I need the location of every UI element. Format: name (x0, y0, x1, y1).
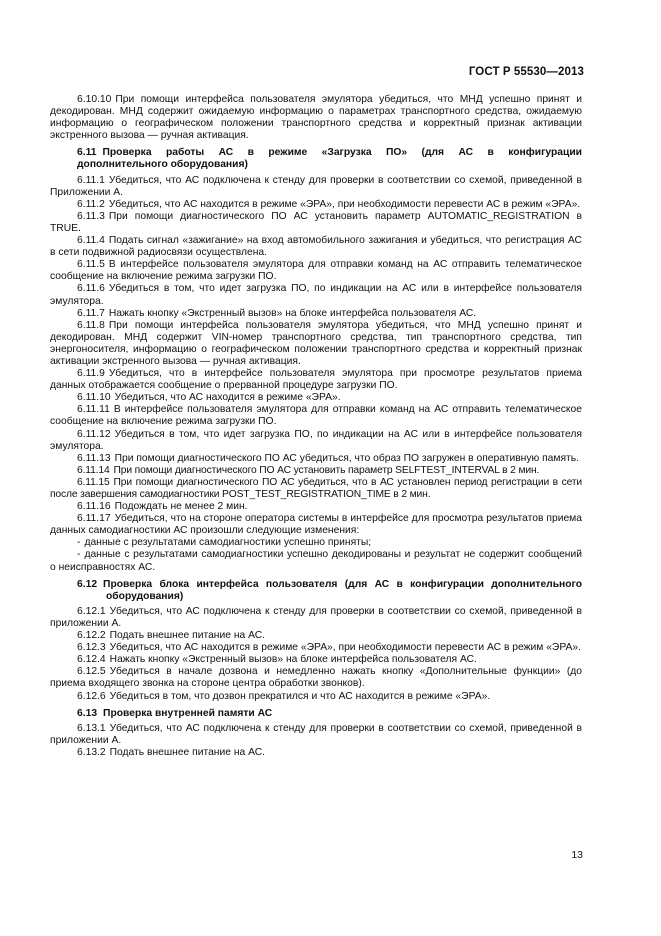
clause-text: При помощи диагностического ПО АС убедиться, что в АС установлен период регистрации в сети после завершения самодиагностики POST_TEST_REGISTRATION_TIME в 2 мин. (50, 476, 582, 500)
clause-number: 6.12.1 (77, 605, 106, 617)
section-title (102, 147, 582, 159)
clause-number: 6.11.5 (77, 259, 105, 271)
clause-text: Нажать кнопку «Экстренный вызов» на блоке интерфейса пользователя АС. (108, 307, 477, 319)
section-title-line1: Проверка работы АС в режиме «Загрузка ПО» (для АС в конфигурации (102, 147, 582, 159)
clause-text: При помощи диагностического ПО АС установить параметр AUTOMATIC_REGISTRATION в TRUE. (50, 210, 582, 234)
paragraph-6-12-6 (50, 691, 582, 703)
clause-number: 6.12.5 (77, 666, 106, 678)
clause-text: Убедиться в начале дозвона и немедленно нажать кнопку «Дополнительные функции» (до приема входящего звонка на стороне центра обработки звонков). (50, 666, 582, 690)
section-number: 6.11 (77, 147, 97, 159)
list-item-text: данные с результатами самодиагностики успешно декодированы и результат не содержит сообщений о неисправностях АС. (50, 549, 582, 573)
clause-number: 6.11.6 (77, 283, 105, 295)
clause-number: 6.11.11 (77, 404, 110, 416)
clause-number: 6.11.2 (77, 198, 105, 210)
paragraph-6-11-11 (50, 404, 582, 428)
clause-text: Убедиться в том, что идет загрузка ПО, по индикации на АС или в интерфейсе пользователя эмулятора. (50, 283, 582, 307)
clause-text: При помощи диагностического ПО АС убедиться, что образ ПО загружен в оперативную память. (114, 452, 579, 464)
paragraph-6-10-10 (50, 94, 582, 142)
clause-text: Убедиться, что АС подключена к стенду для проверки в соответствии со схемой, приведенной в Приложении А. (50, 174, 582, 198)
clause-text: Убедиться в том, что дозвон прекратился и что АС находится в режиме «ЭРА». (109, 690, 491, 702)
clause-number: 6.10.10 (77, 94, 112, 105)
paragraph-6-11-1 (50, 175, 582, 199)
paragraph-6-11-12 (50, 429, 582, 453)
clause-number: 6.12.4 (77, 654, 106, 666)
clause-number: 6.11.7 (77, 307, 105, 319)
clause-text: При помощи диагностического ПО АС установить параметр SELFTEST_INTERVAL в 2 мин. (113, 464, 540, 476)
section-title-line1: Проверка блока интерфейса пользователя (для АС в конфигурации дополнительного (103, 578, 582, 590)
section-heading-6-11 (50, 147, 582, 159)
paragraph-6-11-17 (50, 513, 582, 537)
paragraph-6-11-5 (50, 259, 582, 283)
section-heading-6-12-cont (50, 591, 582, 603)
clause-text: Подать сигнал «зажигание» на вход автомобильного зажигания и убедиться, что регистрация АС в сети подвижной радиосвязи осуществлена. (50, 235, 582, 259)
paragraph-6-11-8 (50, 320, 582, 368)
clause-text: В интерфейсе пользователя эмулятора для отправки команд на АС отправить телематическое сообщение на включение режима загрузки ПО. (50, 404, 582, 428)
clause-number: 6.11.13 (77, 452, 111, 464)
clause-text: Убедиться, что на стороне оператора системы в интерфейсе для просмотра результатов приема данных самодиагностики АС произошли следующие изменения: (50, 513, 582, 537)
clause-text: Подождать не менее 2 мин. (114, 501, 248, 513)
clause-text: При помощи интерфейса пользователя эмулятора убедиться, что МНД успешно принят и декодирован. МНД содержит VIN-номер транспортного средства, тип транспортного средства, тип энергоносителя, информацию о географическом положении транспортного средства и корректный признак активации экстренного вызова — ручная активация. (50, 319, 582, 367)
paragraph-6-11-13 (50, 453, 582, 465)
clause-number: 6.12.6 (77, 690, 106, 702)
section-heading-6-12 (50, 579, 582, 591)
clause-number: 6.11.14 (77, 464, 110, 476)
paragraph-6-11-10 (50, 392, 582, 404)
paragraph-6-12-3 (50, 642, 582, 654)
paragraph-6-12-2 (50, 630, 582, 642)
clause-text: Убедиться, что АС подключена к стенду для проверки в соответствии со схемой, приведенной в приложении А. (50, 605, 582, 629)
section-title-line2: оборудования) (106, 590, 184, 602)
section-heading-6-13 (50, 708, 582, 720)
clause-number: 6.11.1 (77, 174, 105, 186)
clause-number: 6.13.1 (77, 722, 106, 734)
paragraph-6-13-2 (50, 747, 582, 759)
clause-text: Убедиться, что АС находится в режиме «ЭРА», при необходимости перевести АС в режим «ЭРА». (108, 198, 581, 210)
clause-number: 6.11.17 (77, 513, 111, 525)
paragraph-6-11-14 (50, 465, 582, 477)
clause-text: Убедиться в том, что идет загрузка ПО, по индикации на АС или в интерфейсе пользователя эмулятора. (50, 428, 582, 452)
paragraph-6-12-4 (50, 654, 582, 666)
paragraph-6-11-16 (50, 501, 582, 513)
section-title-line2: дополнительного оборудования) (77, 159, 248, 171)
section-title-line1: Проверка внутренней памяти АС (103, 707, 273, 719)
section-number: 6.12 (77, 578, 98, 590)
list-dash: - (77, 537, 81, 549)
clause-text: Убедиться, что АС подключена к стенду для проверки в соответствии со схемой, приведенной в приложении А. (50, 722, 582, 746)
clause-text: При помощи интерфейса пользователя эмулятора убедиться, что МНД успешно принят и декодирован. МНД содержит ожидаемую информацию о параметрах транспортного средства, ожидаемую информацию о географическом положении транспортного средства и корректный признак активации экстренного вызова — ручная активация. (50, 94, 582, 142)
paragraph-6-12-5 (50, 666, 582, 690)
clause-text: Подать внешнее питание на АС. (109, 630, 266, 642)
section-heading-6-11-cont (50, 159, 582, 171)
clause-number: 6.11.4 (77, 235, 105, 247)
clause-text: Нажать кнопку «Экстренный вызов» на блоке интерфейса пользователя АС. (109, 654, 477, 666)
page-number: 13 (571, 849, 583, 861)
clause-number: 6.12.3 (77, 642, 106, 654)
list-item-text: данные с результатами самодиагностики успешно приняты; (84, 537, 372, 549)
clause-number: 6.11.10 (77, 392, 111, 404)
list-item (50, 537, 582, 549)
list-item (50, 549, 582, 573)
clause-text: Убедиться, что в интерфейсе пользователя эмулятора при просмотре результатов приема данных отображается сообщение о прерванной процедуре загрузки ПО. (50, 368, 582, 392)
clause-number: 6.13.2 (77, 746, 106, 758)
clause-number: 6.11.8 (77, 319, 105, 331)
clause-number: 6.11.9 (77, 368, 105, 380)
clause-number: 6.11.15 (77, 476, 110, 488)
paragraph-6-11-6 (50, 283, 582, 307)
paragraph-6-11-3 (50, 211, 582, 235)
clause-text: Убедиться, что АС находится в режиме «ЭРА». (114, 392, 341, 404)
clause-number: 6.11.16 (77, 501, 111, 513)
paragraph-6-11-15 (50, 477, 582, 501)
clause-text: Убедиться, что АС находится в режиме «ЭРА», при необходимости перевести АС в режим «ЭРА». (109, 642, 581, 654)
paragraph-6-11-7 (50, 308, 582, 320)
paragraph-6-12-1 (50, 606, 582, 630)
clause-number: 6.12.2 (77, 630, 106, 642)
clause-number: 6.11.3 (77, 210, 105, 222)
clause-number: 6.11.12 (77, 428, 111, 440)
paragraph-6-11-4 (50, 235, 582, 259)
paragraph-6-11-2 (50, 199, 582, 211)
paragraph-6-11-9 (50, 368, 582, 392)
clause-text: В интерфейсе пользователя эмулятора для отправки команд на АС отправить телематическое сообщение на включение режима загрузки ПО. (50, 259, 582, 283)
standard-id: ГОСТ Р 55530—2013 (468, 66, 584, 78)
paragraph-6-13-1 (50, 723, 582, 747)
list-dash: - (77, 549, 81, 561)
clause-text: Подать внешнее питание на АС. (109, 746, 266, 758)
section-number: 6.13 (77, 707, 98, 719)
document-body (50, 94, 582, 759)
